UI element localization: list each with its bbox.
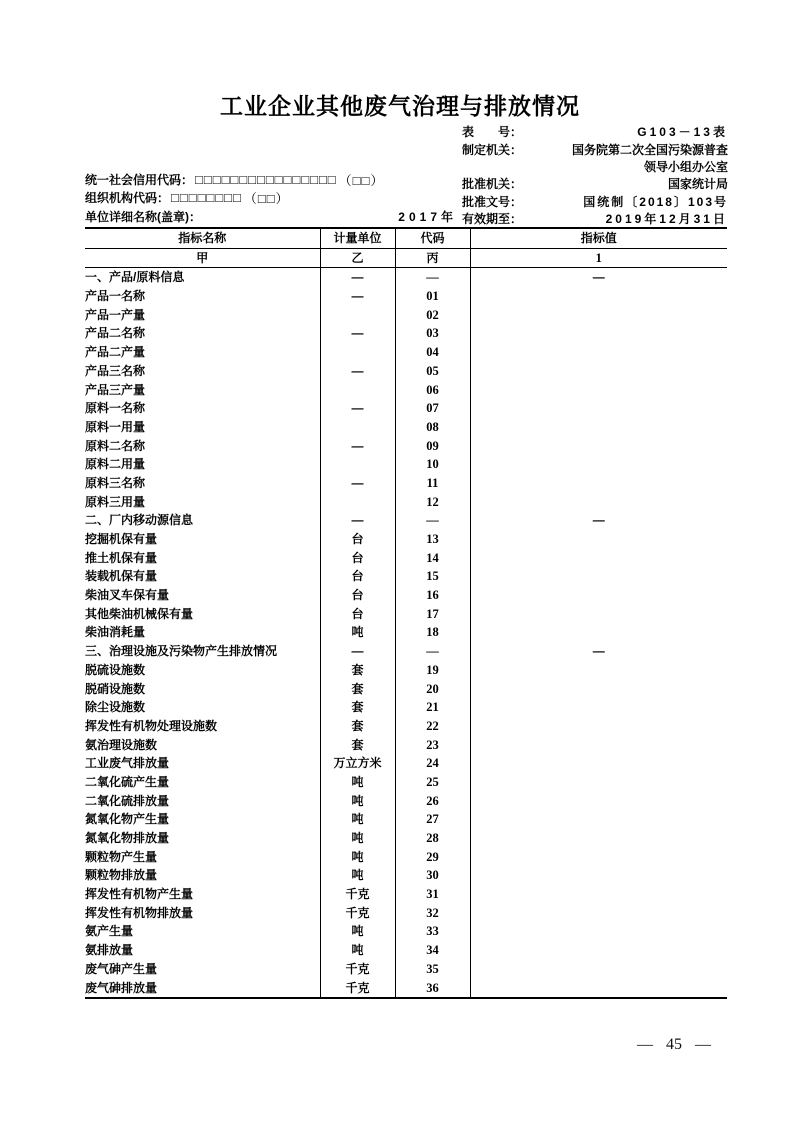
unit-cell: 吨 xyxy=(320,810,395,829)
value-cell xyxy=(470,605,727,624)
table-row xyxy=(85,661,727,680)
indicator-name-cell: 产品二名称 xyxy=(85,324,320,343)
unit-cell: — xyxy=(320,324,395,343)
maker-row xyxy=(462,140,728,157)
value-cell xyxy=(470,549,727,568)
indicator-name-cell: 产品一名称 xyxy=(85,287,320,306)
approver-label: 批准机关： xyxy=(462,177,523,192)
value-cell xyxy=(470,960,727,979)
unit-cell: 万立方米 xyxy=(320,754,395,773)
section-row xyxy=(85,268,727,287)
section-row xyxy=(85,511,727,530)
indicator-name-cell: 氮氧化物产生量 xyxy=(85,810,320,829)
value-cell: — xyxy=(592,270,605,285)
indicator-name-cell: 挥发性有机物产生量 xyxy=(85,885,320,904)
indicator-name-cell: 脱硝设施数 xyxy=(85,680,320,699)
value-cell xyxy=(470,418,727,437)
indicator-name-cell: 二、厂内移动源信息 xyxy=(85,511,320,530)
header-code: 代码 xyxy=(395,228,470,248)
table-row xyxy=(85,437,727,456)
indicator-name-cell: 三、治理设施及污染物产生排放情况 xyxy=(85,642,320,661)
credit-code-suffix: （□□） xyxy=(338,172,385,188)
value-cell xyxy=(470,922,727,941)
indicator-name-cell: 柴油消耗量 xyxy=(85,623,320,642)
value-cell xyxy=(470,717,727,736)
subheader-jia: 甲 xyxy=(85,248,320,268)
code-cell: 18 xyxy=(395,623,470,642)
unit-cell: 套 xyxy=(320,717,395,736)
code-cell: 08 xyxy=(395,418,470,437)
code-cell: 26 xyxy=(395,792,470,811)
code-cell: 23 xyxy=(395,736,470,755)
indicator-name-cell: 产品三名称 xyxy=(85,362,320,381)
code-cell: 29 xyxy=(395,848,470,867)
value-cell xyxy=(470,287,727,306)
code-cell: 21 xyxy=(395,698,470,717)
indicator-name-cell: 原料三名称 xyxy=(85,474,320,493)
footer-left-dash: — xyxy=(637,1036,653,1053)
unit-cell: 套 xyxy=(320,661,395,680)
unit-cell: 套 xyxy=(320,680,395,699)
indicator-name-cell: 挥发性有机物处理设施数 xyxy=(85,717,320,736)
table-row xyxy=(85,941,727,960)
indicator-name-cell: 颗粒物产生量 xyxy=(85,848,320,867)
unit-cell: 吨 xyxy=(320,623,395,642)
doc-number-label: 批准文号： xyxy=(462,194,523,209)
code-cell: 02 xyxy=(395,306,470,325)
unit-cell: 吨 xyxy=(320,829,395,848)
unit-cell: — xyxy=(320,362,395,381)
indicator-name-cell: 氨排放量 xyxy=(85,941,320,960)
unit-cell: 套 xyxy=(320,736,395,755)
unit-cell xyxy=(320,343,395,362)
code-cell: 31 xyxy=(395,885,470,904)
table-row xyxy=(85,754,727,773)
value-cell xyxy=(470,885,727,904)
page-number: 45 xyxy=(666,1036,682,1053)
code-cell: 19 xyxy=(395,661,470,680)
unit-cell xyxy=(320,306,395,325)
form-number-row xyxy=(462,123,728,140)
indicator-name-cell: 一、产品/原料信息 xyxy=(85,268,320,287)
value-cell xyxy=(470,437,727,456)
code-cell: 07 xyxy=(395,399,470,418)
maker-row-line2 xyxy=(462,158,728,175)
unit-cell: 千克 xyxy=(320,885,395,904)
credit-code-row xyxy=(85,170,457,189)
unit-cell xyxy=(320,493,395,512)
org-code-suffix: （□□） xyxy=(243,191,290,207)
unit-cell: 台 xyxy=(320,586,395,605)
form-meta-block xyxy=(462,123,728,227)
indicator-name-cell: 原料一用量 xyxy=(85,418,320,437)
table-row xyxy=(85,474,727,493)
value-cell xyxy=(470,381,727,400)
code-cell: 24 xyxy=(395,754,470,773)
table-row xyxy=(85,381,727,400)
subheader-yi: 乙 xyxy=(320,248,395,268)
value-cell xyxy=(470,324,727,343)
table-row xyxy=(85,810,727,829)
code-cell: 14 xyxy=(395,549,470,568)
code-cell: 09 xyxy=(395,437,470,456)
code-cell: 32 xyxy=(395,904,470,923)
indicator-name-cell: 产品一产量 xyxy=(85,306,320,325)
credit-code-boxes: □□□□□□□□□□□□□□□□ xyxy=(195,171,337,187)
footer-right-dash: — xyxy=(695,1036,711,1053)
unit-cell: 千克 xyxy=(320,979,395,999)
value-cell xyxy=(470,586,727,605)
indicator-name-cell: 原料二名称 xyxy=(85,437,320,456)
indicator-name-cell: 二氧化硫产生量 xyxy=(85,773,320,792)
indicator-name-cell: 脱硫设施数 xyxy=(85,661,320,680)
value-cell xyxy=(470,661,727,680)
code-cell: 25 xyxy=(395,773,470,792)
table-row xyxy=(85,418,727,437)
indicator-name-cell: 原料三用量 xyxy=(85,493,320,512)
unit-meta-block xyxy=(85,170,457,226)
table-row xyxy=(85,455,727,474)
unit-cell: 台 xyxy=(320,530,395,549)
unit-cell: 台 xyxy=(320,549,395,568)
subheader-bing: 丙 xyxy=(395,248,470,268)
indicator-name-cell: 推土机保有量 xyxy=(85,549,320,568)
form-table-body xyxy=(85,268,727,998)
form-number-value: G103－13表 xyxy=(637,125,728,140)
value-cell xyxy=(470,623,727,642)
code-cell: 16 xyxy=(395,586,470,605)
table-row xyxy=(85,717,727,736)
table-row xyxy=(85,885,727,904)
indicator-name-cell: 产品二产量 xyxy=(85,343,320,362)
indicator-name-cell: 氨产生量 xyxy=(85,922,320,941)
value-cell xyxy=(470,736,727,755)
table-row xyxy=(85,960,727,979)
value-cell xyxy=(470,567,727,586)
unit-name-label: 单位详细名称(盖章)： xyxy=(85,209,201,224)
unit-cell: 吨 xyxy=(320,773,395,792)
maker-value: 国务院第二次全国污染源普查 xyxy=(571,142,728,157)
code-cell: 04 xyxy=(395,343,470,362)
indicator-name-cell: 二氧化硫排放量 xyxy=(85,792,320,811)
table-row xyxy=(85,493,727,512)
indicator-name-cell: 原料二用量 xyxy=(85,455,320,474)
doc-number-row xyxy=(462,193,728,210)
indicator-name-cell: 原料一名称 xyxy=(85,399,320,418)
table-row xyxy=(85,698,727,717)
indicator-name-cell: 产品三产量 xyxy=(85,381,320,400)
value-cell xyxy=(470,904,727,923)
unit-cell: — xyxy=(320,268,395,287)
org-code-label: 组织机构代码： xyxy=(85,191,170,206)
indicator-name-cell: 氨治理设施数 xyxy=(85,736,320,755)
unit-cell: 吨 xyxy=(320,792,395,811)
code-cell: — xyxy=(395,268,470,287)
code-cell: 35 xyxy=(395,960,470,979)
code-cell: 34 xyxy=(395,941,470,960)
indicator-name-cell: 废气砷产生量 xyxy=(85,960,320,979)
indicator-name-cell: 氮氧化物排放量 xyxy=(85,829,320,848)
code-cell: — xyxy=(395,511,470,530)
form-number-label: 表 号： xyxy=(462,125,523,140)
table-row xyxy=(85,362,727,381)
section-row xyxy=(85,642,727,661)
table-row xyxy=(85,567,727,586)
code-cell: 33 xyxy=(395,922,470,941)
subheader-one: 1 xyxy=(470,248,727,268)
report-year: 2017年 xyxy=(398,209,457,224)
unit-cell: — xyxy=(320,474,395,493)
value-cell xyxy=(470,698,727,717)
table-row xyxy=(85,866,727,885)
org-code-boxes: □□□□□□□□ xyxy=(171,190,242,206)
valid-until-row xyxy=(462,210,728,227)
indicator-name-cell: 挖掘机保有量 xyxy=(85,530,320,549)
valid-until-value: 2019年12月31日 xyxy=(605,212,728,227)
approver-value: 国家统计局 xyxy=(667,177,728,192)
unit-name-row xyxy=(85,207,457,226)
unit-cell xyxy=(320,455,395,474)
table-row xyxy=(85,848,727,867)
value-cell: — xyxy=(592,644,605,659)
table-header xyxy=(85,228,727,268)
code-cell: 01 xyxy=(395,287,470,306)
unit-cell: 台 xyxy=(320,605,395,624)
org-code-row xyxy=(85,189,457,208)
value-cell xyxy=(470,829,727,848)
code-cell: 06 xyxy=(395,381,470,400)
doc-number-value: 国统制〔2018〕103号 xyxy=(583,194,728,209)
value-cell xyxy=(470,343,727,362)
indicator-table xyxy=(85,227,727,999)
unit-cell: 台 xyxy=(320,567,395,586)
value-cell xyxy=(470,455,727,474)
code-cell: 10 xyxy=(395,455,470,474)
subheader-row xyxy=(85,248,727,268)
table-row xyxy=(85,287,727,306)
indicator-name-cell: 颗粒物排放量 xyxy=(85,866,320,885)
code-cell: 17 xyxy=(395,605,470,624)
value-cell xyxy=(470,810,727,829)
value-cell: — xyxy=(592,513,605,528)
code-cell: 27 xyxy=(395,810,470,829)
unit-cell: 千克 xyxy=(320,960,395,979)
table-row xyxy=(85,399,727,418)
header-indicator-name: 指标名称 xyxy=(85,228,320,248)
code-cell: 30 xyxy=(395,866,470,885)
table-row xyxy=(85,549,727,568)
table-row xyxy=(85,680,727,699)
table-row xyxy=(85,829,727,848)
value-cell xyxy=(470,979,727,999)
indicator-name-cell: 废气砷排放量 xyxy=(85,979,320,999)
value-cell xyxy=(470,754,727,773)
indicator-name-cell: 除尘设施数 xyxy=(85,698,320,717)
valid-until-label: 有效期至： xyxy=(462,212,523,227)
table-row xyxy=(85,979,727,999)
unit-cell: — xyxy=(320,511,395,530)
maker-label: 制定机关： xyxy=(462,142,523,157)
table-row xyxy=(85,623,727,642)
table-row xyxy=(85,773,727,792)
indicator-name-cell: 装载机保有量 xyxy=(85,567,320,586)
header-unit: 计量单位 xyxy=(320,228,395,248)
credit-code-label: 统一社会信用代码： xyxy=(85,172,194,187)
value-cell xyxy=(470,792,727,811)
unit-cell: — xyxy=(320,287,395,306)
code-cell: 36 xyxy=(395,979,470,999)
unit-cell: 吨 xyxy=(320,922,395,941)
value-cell xyxy=(470,399,727,418)
indicator-name-cell: 工业废气排放量 xyxy=(85,754,320,773)
table-row xyxy=(85,736,727,755)
table-row xyxy=(85,586,727,605)
approver-row xyxy=(462,175,728,192)
value-cell xyxy=(470,773,727,792)
value-cell xyxy=(470,474,727,493)
value-cell xyxy=(470,306,727,325)
indicator-name-cell: 挥发性有机物排放量 xyxy=(85,904,320,923)
unit-cell: 吨 xyxy=(320,866,395,885)
code-cell: 28 xyxy=(395,829,470,848)
page-footer xyxy=(604,1036,744,1054)
table-row xyxy=(85,324,727,343)
unit-cell: 吨 xyxy=(320,848,395,867)
value-cell xyxy=(470,493,727,512)
header-value: 指标值 xyxy=(470,228,727,248)
unit-cell: 吨 xyxy=(320,941,395,960)
unit-cell: 套 xyxy=(320,698,395,717)
code-cell: 15 xyxy=(395,567,470,586)
unit-cell: — xyxy=(320,437,395,456)
table-row xyxy=(85,792,727,811)
unit-cell xyxy=(320,381,395,400)
table-row xyxy=(85,605,727,624)
code-cell: — xyxy=(395,642,470,661)
value-cell xyxy=(470,866,727,885)
header-row xyxy=(85,228,727,248)
maker-value-line2: 领导小组办公室 xyxy=(643,159,728,174)
value-cell xyxy=(470,362,727,381)
code-cell: 20 xyxy=(395,680,470,699)
code-cell: 05 xyxy=(395,362,470,381)
page-title: 工业企业其他废气治理与排放情况 xyxy=(220,94,580,119)
unit-cell: — xyxy=(320,642,395,661)
indicator-name-cell: 柴油叉车保有量 xyxy=(85,586,320,605)
table-row xyxy=(85,922,727,941)
table-row xyxy=(85,530,727,549)
indicator-name-cell: 其他柴油机械保有量 xyxy=(85,605,320,624)
value-cell xyxy=(470,941,727,960)
unit-cell: — xyxy=(320,399,395,418)
value-cell xyxy=(470,680,727,699)
unit-cell xyxy=(320,418,395,437)
table-row xyxy=(85,343,727,362)
table-row xyxy=(85,306,727,325)
table-row xyxy=(85,904,727,923)
code-cell: 12 xyxy=(395,493,470,512)
code-cell: 03 xyxy=(395,324,470,343)
value-cell xyxy=(470,530,727,549)
code-cell: 22 xyxy=(395,717,470,736)
unit-cell: 千克 xyxy=(320,904,395,923)
code-cell: 11 xyxy=(395,474,470,493)
code-cell: 13 xyxy=(395,530,470,549)
value-cell xyxy=(470,848,727,867)
